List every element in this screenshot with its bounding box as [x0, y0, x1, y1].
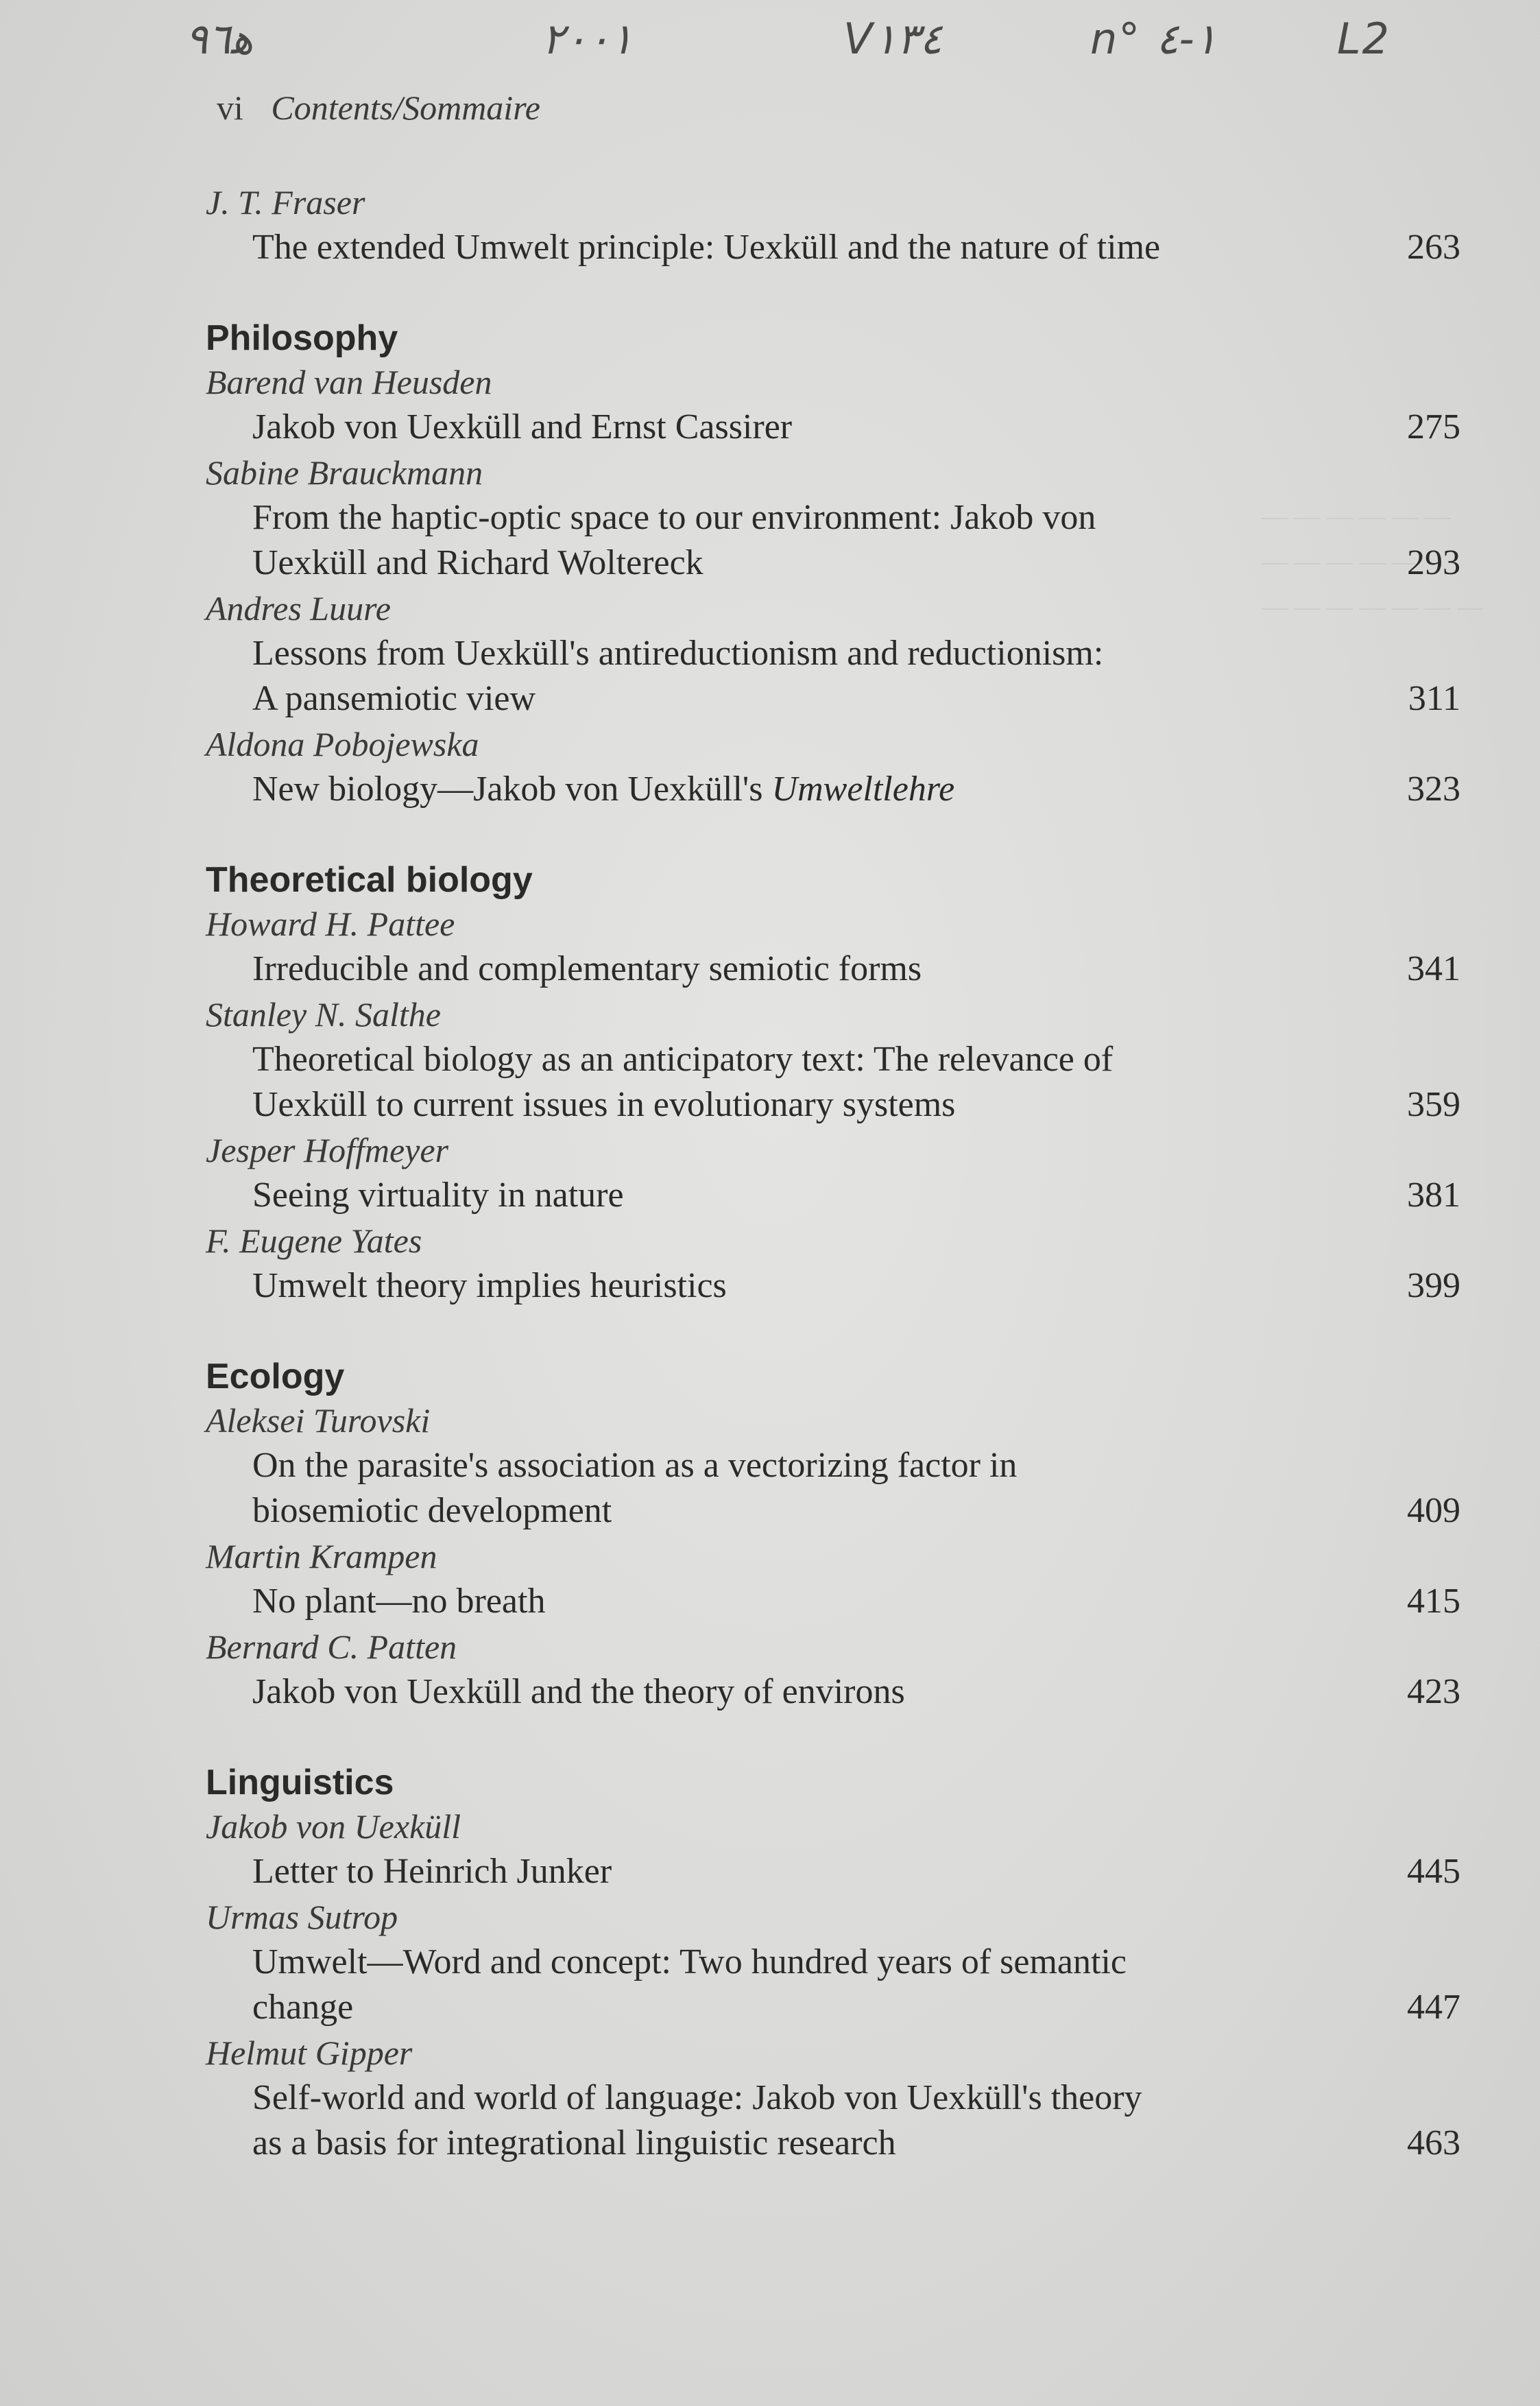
entry-author: Aldona Pobojewska — [206, 725, 479, 763]
entry-title-line: On the parasite's association as a vectorizing factor in — [252, 1446, 1018, 1485]
entry-title-line: From the haptic-optic space to our environment: Jakob von — [252, 498, 1096, 537]
toc-section — [206, 180, 1460, 270]
page-number: 275 — [1407, 407, 1460, 446]
toc-entry — [206, 1940, 1460, 2030]
entry-title-line: A pansemiotic view — [252, 679, 536, 718]
page-number: 445 — [1407, 1852, 1460, 1891]
entry-author: Jakob von Uexküll — [206, 1807, 461, 1846]
entry-author: Jesper Hoffmeyer — [206, 1131, 449, 1169]
entry-title-line: No plant—no breath — [252, 1582, 546, 1621]
page-number: 423 — [1407, 1672, 1460, 1711]
handwritten-annotations — [185, 14, 1474, 75]
handwritten-note: V١٣٤ — [843, 14, 943, 64]
page-number: 463 — [1407, 2123, 1460, 2163]
entry-author: Urmas Sutrop — [206, 1898, 398, 1936]
toc-entry — [206, 767, 1460, 812]
page-folio: vi — [217, 88, 243, 127]
entry-author: Helmut Gipper — [206, 2034, 413, 2072]
entry-title-line: Jakob von Uexküll and Ernst Cassirer — [252, 407, 793, 446]
toc-entry — [206, 1263, 1460, 1309]
toc-entry — [206, 946, 1460, 992]
toc-section — [206, 1355, 1460, 1715]
page-number: 263 — [1407, 228, 1460, 267]
toc-entry — [206, 1443, 1460, 1534]
entry-title-line: Letter to Heinrich Junker — [252, 1852, 612, 1891]
section-heading: Theoretical biology — [206, 860, 533, 900]
toc-entry — [206, 1173, 1460, 1218]
toc-entry — [206, 2075, 1460, 2166]
toc-section — [206, 317, 1460, 812]
entry-author: Bernard C. Patten — [206, 1628, 457, 1666]
entry-title-line: biosemiotic development — [252, 1491, 612, 1530]
toc-entry — [206, 631, 1460, 722]
bleed-through-text: — — — — — — — — — — — — — — — — — — — [1262, 502, 1483, 621]
section-heading: Philosophy — [206, 318, 398, 358]
toc-entry — [206, 1849, 1460, 1894]
entry-author: F. Eugene Yates — [206, 1222, 422, 1260]
section-heading: Linguistics — [206, 1763, 394, 1802]
page-number: 323 — [1407, 770, 1460, 809]
handwritten-note: ٢٠٠١ — [542, 14, 634, 64]
handwritten-note: n° ١-٤ — [1090, 14, 1218, 64]
page-number: 293 — [1407, 543, 1460, 582]
entry-author: Andres Luure — [206, 589, 391, 628]
page-number: 399 — [1407, 1266, 1460, 1305]
page-number: 341 — [1407, 949, 1460, 988]
entry-title-line: New biology—Jakob von Uexküll's Umweltlehre — [252, 770, 955, 809]
running-head — [217, 88, 540, 128]
toc-entry — [206, 1037, 1460, 1128]
section-heading: Ecology — [206, 1357, 345, 1396]
entry-title-line: Uexküll to current issues in evolutionary systems — [252, 1085, 956, 1124]
entry-title-line: Umwelt theory implies heuristics — [252, 1266, 727, 1305]
entry-title-line: as a basis for integrational linguistic research — [252, 2123, 896, 2163]
entry-author: Sabine Brauckmann — [206, 453, 483, 492]
entry-title-line: Theoretical biology as an anticipatory text: The relevance of — [252, 1040, 1114, 1079]
toc-entry — [206, 1579, 1460, 1624]
page-number: 447 — [1407, 1988, 1460, 2027]
toc-entry — [206, 1669, 1460, 1715]
entry-author: Martin Krampen — [206, 1537, 437, 1575]
entry-author: Stanley N. Salthe — [206, 995, 441, 1034]
entry-author: Barend van Heusden — [206, 363, 492, 401]
entry-title-line: Jakob von Uexküll and the theory of environs — [252, 1672, 905, 1711]
entry-title-line: Irreducible and complementary semiotic forms — [252, 949, 922, 988]
entry-author: Aleksei Turovski — [206, 1401, 431, 1440]
entry-title-line: The extended Umwelt principle: Uexküll and the nature of time — [252, 228, 1161, 267]
entry-title-line: Lessons from Uexküll's antireductionism and reductionism: — [252, 634, 1104, 673]
table-of-contents — [206, 180, 1460, 2213]
page-number: 409 — [1407, 1491, 1460, 1530]
toc-section — [206, 859, 1460, 1309]
entry-title-line: change — [252, 1988, 354, 2027]
entry-title-line: Self-world and world of language: Jakob von Uexküll's theory — [252, 2078, 1142, 2117]
toc-entry — [206, 405, 1460, 450]
page-number: 415 — [1407, 1582, 1460, 1621]
handwritten-note: L2 — [1337, 14, 1391, 64]
entry-author: J. T. Fraser — [206, 183, 365, 222]
toc-section — [206, 1761, 1460, 2166]
toc-entry — [206, 225, 1460, 270]
entry-title-line: Seeing virtuality in nature — [252, 1176, 624, 1215]
handwritten-note: ﻫ٩٦ — [185, 14, 254, 64]
toc-entry — [206, 495, 1460, 586]
page-number: 381 — [1407, 1176, 1460, 1215]
page-number: 359 — [1407, 1085, 1460, 1124]
running-head-title: Contents/Sommaire — [271, 88, 540, 127]
entry-title-line: Umwelt—Word and concept: Two hundred years of semantic — [252, 1942, 1127, 1981]
entry-author: Howard H. Pattee — [206, 905, 455, 943]
entry-title-line: Uexküll and Richard Woltereck — [252, 543, 703, 582]
page-number: 311 — [1408, 679, 1460, 718]
